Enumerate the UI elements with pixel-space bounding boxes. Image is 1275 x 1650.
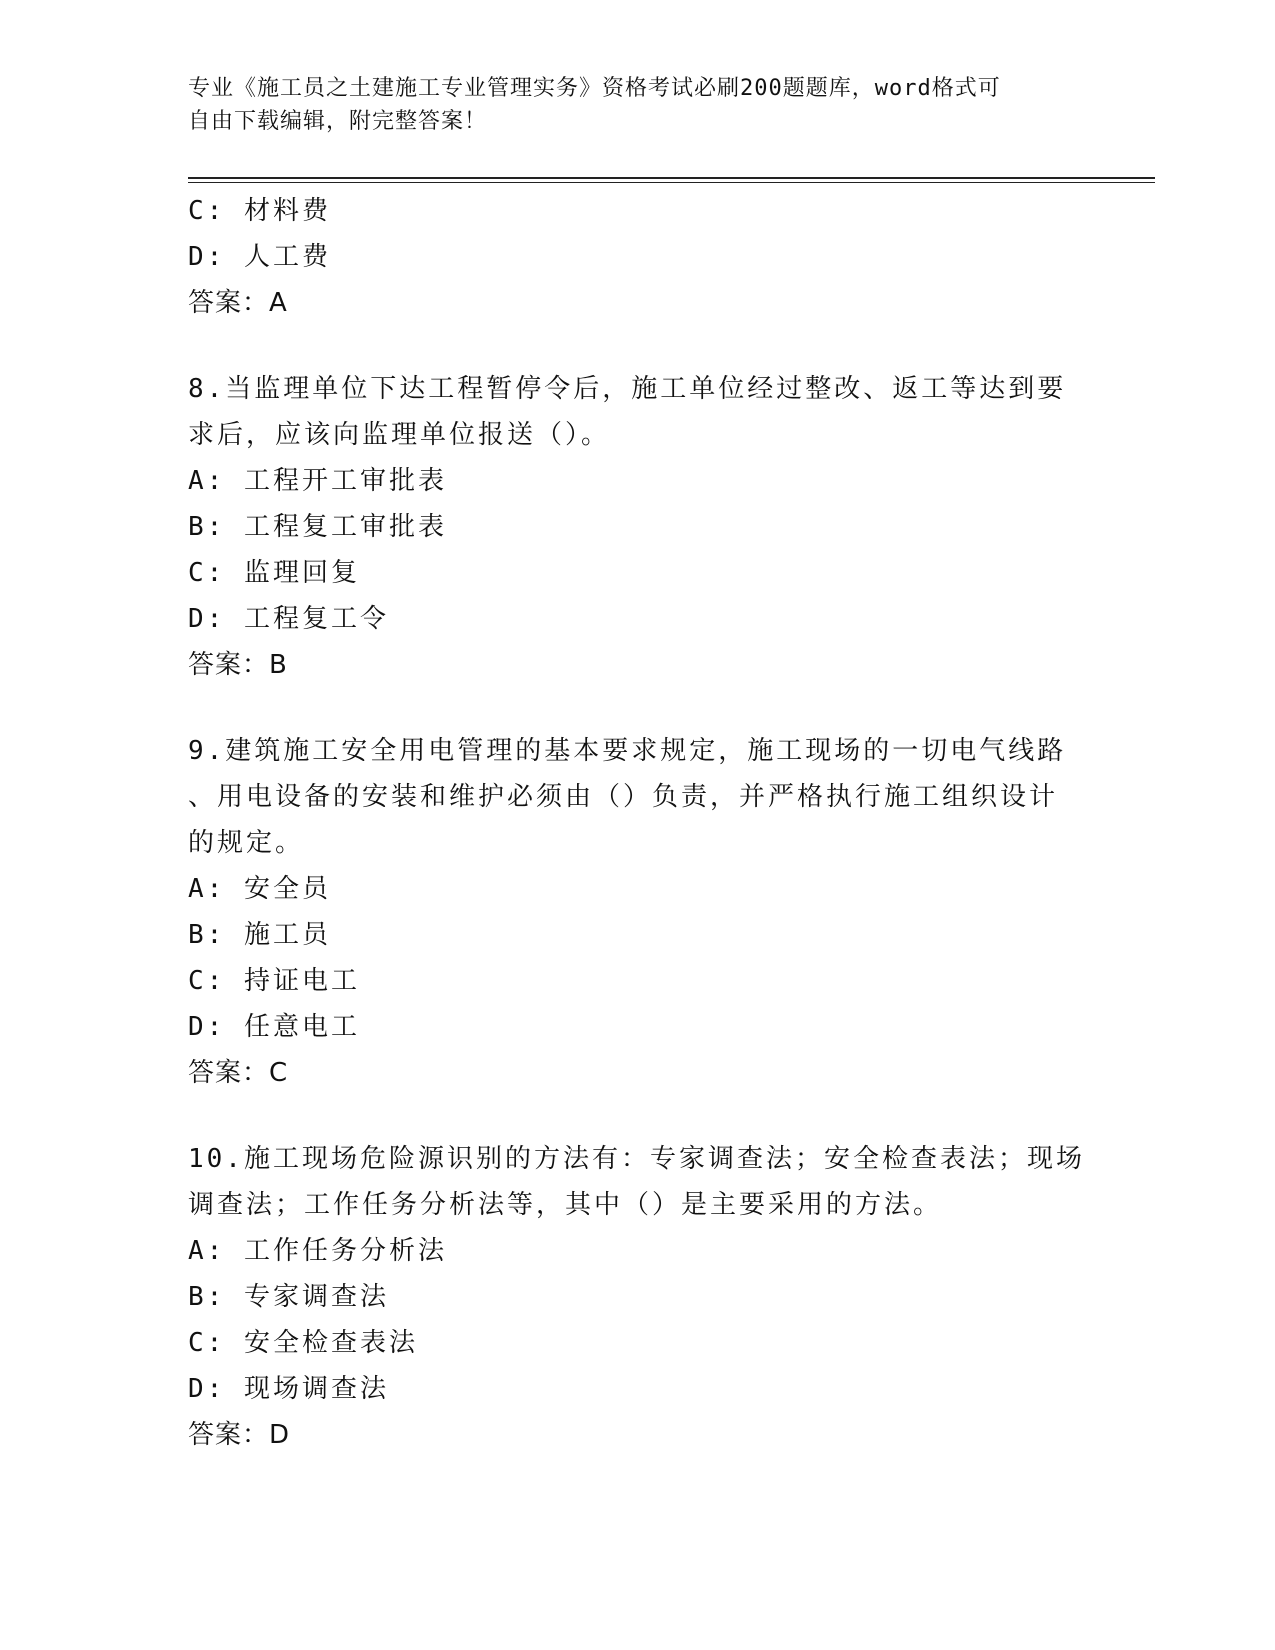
- option-d: D: 现场调查法: [188, 1374, 389, 1404]
- option-c: C: 安全检查表法: [188, 1328, 418, 1358]
- answer-line: 答案：A: [188, 288, 288, 318]
- question-text-line: 求后，应该向监理单位报送（）。: [188, 420, 611, 450]
- option-b: B: 施工员: [188, 920, 331, 950]
- document-header: [188, 72, 1068, 138]
- option-c: C: 持证电工: [188, 966, 360, 996]
- header-divider-thin: [188, 182, 1155, 183]
- question-text-line: 9.建筑施工安全用电管理的基本要求规定，施工现场的一切电气线路: [188, 736, 1067, 766]
- question-9: [188, 728, 1088, 1096]
- header-title-line-2: 自由下载编辑，附完整答案！: [188, 109, 488, 134]
- question-7-continued: [188, 188, 1088, 326]
- option-c: C: 材料费: [188, 196, 331, 226]
- answer-line: 答案：C: [188, 1058, 289, 1088]
- option-a: A: 工作任务分析法: [188, 1236, 447, 1266]
- option-c: C: 监理回复: [188, 558, 360, 588]
- option-a: A: 安全员: [188, 874, 331, 904]
- question-list: [188, 188, 1088, 1458]
- answer-line: 答案：B: [188, 650, 288, 680]
- question-text-line: 、用电设备的安装和维护必须由（）负责，并严格执行施工组织设计: [188, 782, 1059, 812]
- question-text-line: 8.当监理单位下达工程暂停令后，施工单位经过整改、返工等达到要: [188, 374, 1067, 404]
- question-text-line: 调查法；工作任务分析法等，其中（）是主要采用的方法。: [188, 1190, 943, 1220]
- header-title-line-1: 专业《施工员之土建施工专业管理实务》资格考试必刷200题题库，word格式可: [188, 76, 1001, 101]
- option-d: D: 工程复工令: [188, 604, 389, 634]
- question-10: [188, 1136, 1088, 1458]
- option-d: D: 人工费: [188, 242, 331, 272]
- question-text-line: 的规定。: [188, 828, 305, 858]
- question-8: [188, 366, 1088, 688]
- header-divider-thick: [188, 177, 1155, 179]
- option-b: B: 工程复工审批表: [188, 512, 447, 542]
- option-a: A: 工程开工审批表: [188, 466, 447, 496]
- question-text-line: 10.施工现场危险源识别的方法有：专家调查法；安全检查表法；现场: [188, 1144, 1085, 1174]
- option-d: D: 任意电工: [188, 1012, 360, 1042]
- answer-line: 答案：D: [188, 1420, 291, 1450]
- option-b: B: 专家调查法: [188, 1282, 389, 1312]
